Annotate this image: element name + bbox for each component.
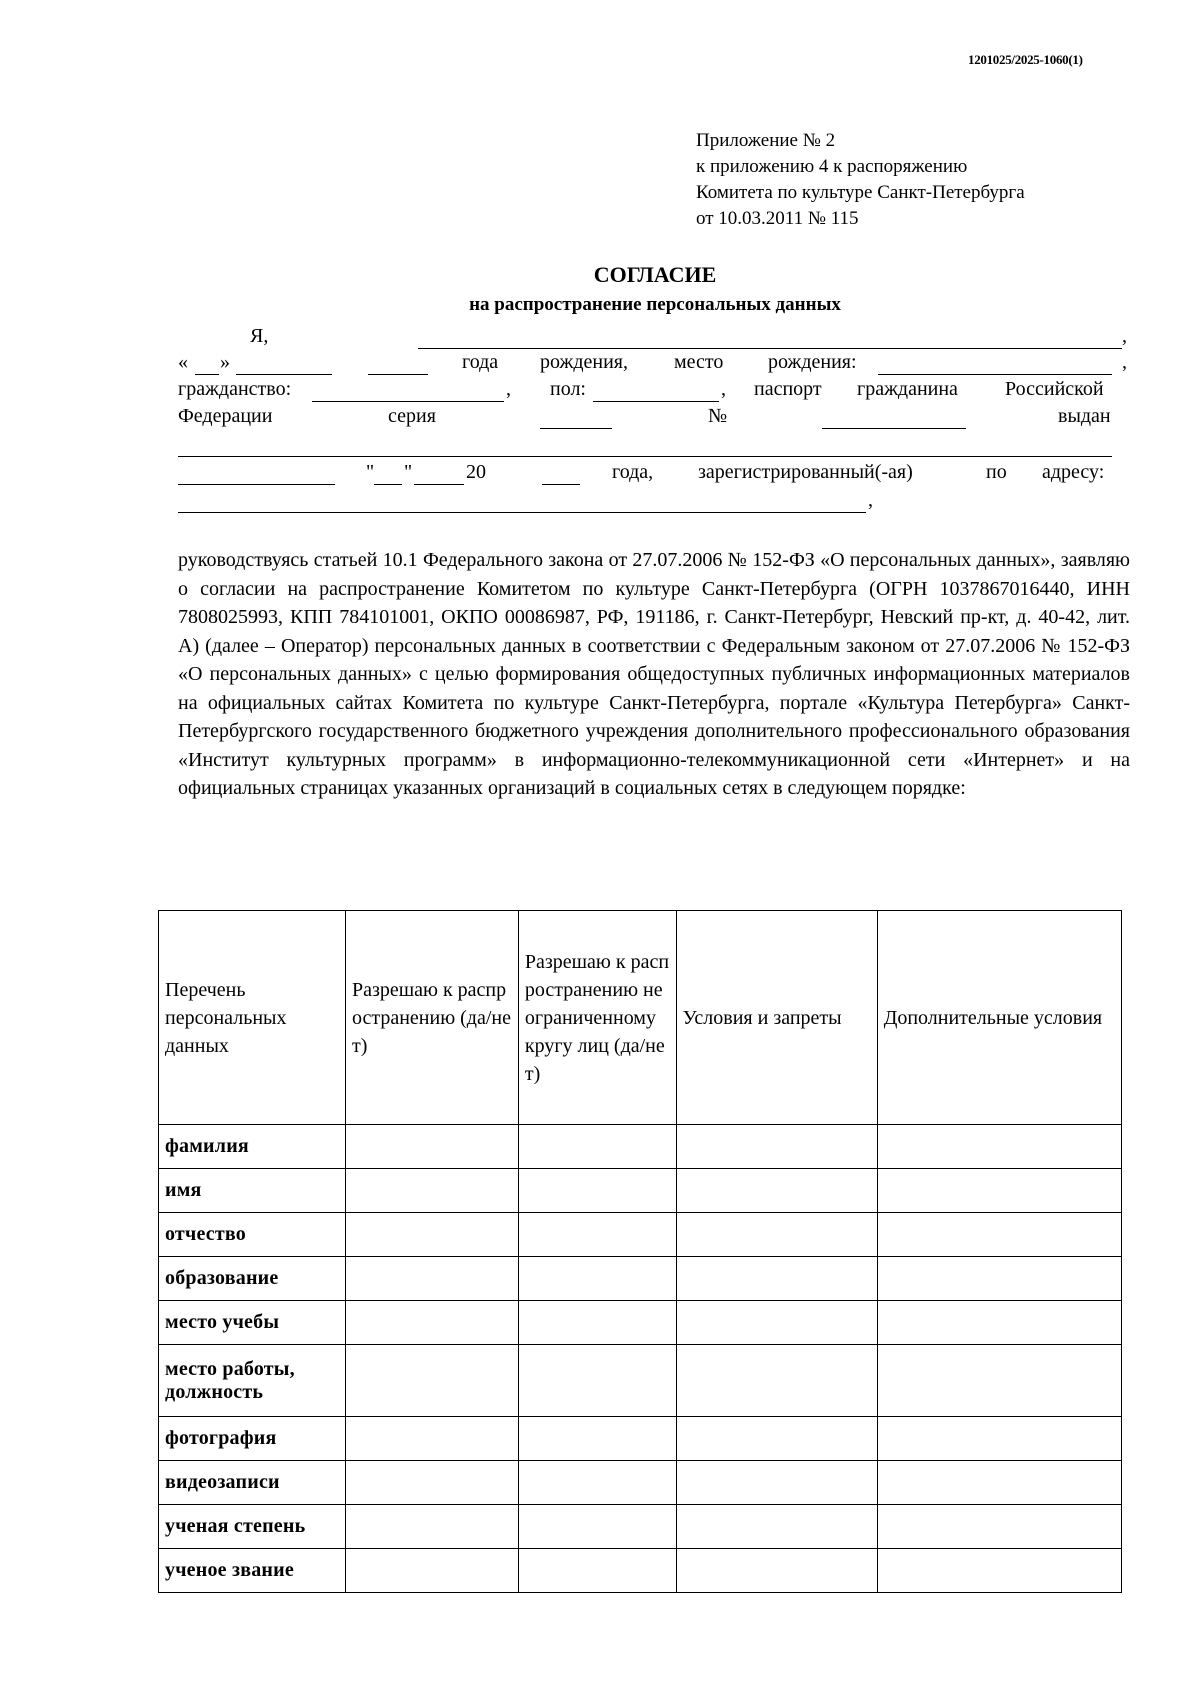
form-quote-open: ": [366, 461, 375, 483]
form-label-year: года: [462, 351, 499, 373]
appendix-line: Приложение № 2: [696, 130, 836, 151]
consent-paragraph: [178, 546, 1130, 803]
form-label-issued: выдан: [1058, 405, 1111, 427]
form-quote-open: «: [178, 351, 188, 373]
consent-text: руководствуясь статьей 10.1 Федерального закона от 27.07.2006 № 152-ФЗ «О персональных данных», заявляю о согласии на распространение Комитетом по культуре Санкт-Петербурга (ОГРН 1037867016440, ИНН 7808025993, КПП 784101001, ОКПО 00086987, РФ, 191186, г. Санкт-Петербург, Невский пр-кт, д. 40-42, лит. А) (далее – Оператор) персональных данных в соответствии с Федеральным законом от 27.07.2006 № 152-ФЗ «О персональных данных» с целью формирования общедоступных публичных информационных материалов на официальных сайтах Комитета по культуре Санкт-Петербурга, портале «Культура Петербурга» Санкт-Петербургского государственного бюджетного учреждения дополнительного профессионального образования «Институт культурных программ» в информационно-телекоммуникационной сети «Интернет» и на официальных страницах указанных организаций в социальных сетях в следующем порядке:: [178, 549, 1130, 799]
document-subtitle: на распространение персональных данных: [469, 294, 841, 315]
cell-input[interactable]: [877, 1417, 1121, 1461]
table-row: [159, 1505, 1122, 1549]
row-label: фамилия: [159, 1125, 346, 1169]
cell-input[interactable]: [877, 1301, 1121, 1345]
issue-month-field[interactable]: [414, 484, 464, 485]
form-label-place: место: [674, 351, 724, 373]
cell-input[interactable]: [877, 1461, 1121, 1505]
cell-input[interactable]: [345, 1345, 518, 1417]
form-label-twenty: 20: [466, 461, 486, 483]
form-comma: ,: [868, 489, 873, 511]
form-comma: ,: [506, 378, 511, 400]
cell-input[interactable]: [518, 1213, 676, 1257]
cell-input[interactable]: [676, 1417, 877, 1461]
form-quote-close: ": [404, 461, 413, 483]
cell-input[interactable]: [676, 1461, 877, 1505]
header-conditions: Условия и запреты: [676, 911, 877, 1125]
row-label: место учебы: [159, 1301, 346, 1345]
row-label: образование: [159, 1257, 346, 1301]
document-number: 1201025/2025-1060(1): [968, 52, 1083, 67]
document-title: СОГЛАСИЕ: [593, 262, 717, 287]
cell-input[interactable]: [877, 1257, 1121, 1301]
cell-input[interactable]: [345, 1461, 518, 1505]
cell-input[interactable]: [345, 1169, 518, 1213]
form-line-citizenship: [178, 375, 1130, 403]
cell-input[interactable]: [345, 1417, 518, 1461]
form-line-address: [178, 486, 1130, 514]
row-label: фотография: [159, 1417, 346, 1461]
appendix-line: от 10.03.2011 № 115: [696, 208, 859, 229]
issuer-code-field[interactable]: [178, 484, 335, 485]
cell-input[interactable]: [877, 1213, 1121, 1257]
form-line-issuer: [178, 430, 1130, 458]
table-row: [159, 1549, 1122, 1593]
form-label-sex: пол:: [550, 378, 586, 400]
row-label: имя: [159, 1169, 346, 1213]
cell-input[interactable]: [877, 1125, 1121, 1169]
cell-input[interactable]: [518, 1125, 676, 1169]
form-comma: ,: [1122, 325, 1127, 347]
row-label: место работы, должность: [159, 1345, 346, 1417]
form-label-number: №: [708, 405, 728, 427]
form-line-issue-date: [178, 458, 1130, 486]
table-row: [159, 1257, 1122, 1301]
form-comma: ,: [721, 378, 726, 400]
cell-input[interactable]: [676, 1505, 877, 1549]
passport-issuer-field[interactable]: [178, 456, 1112, 457]
appendix-line: Комитета по культуре Санкт-Петербурга: [696, 182, 1025, 203]
cell-input[interactable]: [877, 1169, 1121, 1213]
cell-input[interactable]: [877, 1505, 1121, 1549]
cell-input[interactable]: [518, 1417, 676, 1461]
cell-input[interactable]: [345, 1549, 518, 1593]
row-label: видеозаписи: [159, 1461, 346, 1505]
appendix-reference: [696, 128, 1025, 232]
cell-input[interactable]: [345, 1505, 518, 1549]
form-comma: ,: [1122, 351, 1127, 373]
cell-input[interactable]: [518, 1345, 676, 1417]
cell-input[interactable]: [676, 1169, 877, 1213]
cell-input[interactable]: [518, 1301, 676, 1345]
form-line-name: [178, 322, 1130, 350]
form-label-year: года,: [612, 461, 654, 483]
address-field[interactable]: [178, 512, 866, 513]
form-line-birth: [178, 348, 1130, 376]
table-row: [159, 1461, 1122, 1505]
row-label: ученое звание: [159, 1549, 346, 1593]
issue-year-field[interactable]: [542, 484, 580, 485]
cell-input[interactable]: [518, 1505, 676, 1549]
row-label: отчество: [159, 1213, 346, 1257]
cell-input[interactable]: [676, 1301, 877, 1345]
cell-input[interactable]: [676, 1125, 877, 1169]
header-allow-unlimited: Разрешаю к распространению неограниченному кругу лиц (да/нет): [518, 911, 676, 1125]
cell-input[interactable]: [676, 1345, 877, 1417]
form-label-passport: паспорт: [754, 378, 822, 400]
form-label-birth-place: рождения:: [768, 351, 857, 373]
form-label-citizen: гражданина: [857, 378, 958, 400]
passport-number-field[interactable]: [822, 428, 966, 429]
passport-series-field[interactable]: [540, 428, 612, 429]
cell-input[interactable]: [676, 1257, 877, 1301]
cell-input[interactable]: [518, 1257, 676, 1301]
form-label-registered: зарегистрированный(-ая): [698, 461, 913, 483]
form-label-federation: Федерации: [178, 405, 273, 427]
cell-input[interactable]: [518, 1549, 676, 1593]
cell-input[interactable]: [676, 1213, 877, 1257]
table-row: [159, 1125, 1122, 1169]
cell-input[interactable]: [345, 1257, 518, 1301]
form-label-at: по: [986, 461, 1007, 483]
header-data-list: Перечень персональных данных: [159, 911, 346, 1125]
table-row: [159, 1169, 1122, 1213]
row-label: ученая степень: [159, 1505, 346, 1549]
table-row: [159, 1417, 1122, 1461]
cell-input[interactable]: [518, 1169, 676, 1213]
cell-input[interactable]: [877, 1549, 1121, 1593]
form-label-address: адресу:: [1042, 461, 1105, 483]
cell-input[interactable]: [345, 1213, 518, 1257]
header-additional: Дополнительные условия: [877, 911, 1121, 1125]
form-line-passport: [178, 402, 1130, 430]
form-label-russian: Российской: [1005, 378, 1104, 400]
issue-day-field[interactable]: [374, 484, 402, 485]
cell-input[interactable]: [345, 1125, 518, 1169]
form-label-series: серия: [388, 405, 436, 427]
cell-input[interactable]: [345, 1301, 518, 1345]
cell-input[interactable]: [877, 1345, 1121, 1417]
header-allow-distribution: Разрешаю к распространению (да/нет): [345, 911, 518, 1125]
personal-data-table: [158, 910, 1122, 1593]
cell-input[interactable]: [676, 1549, 877, 1593]
table-row: [159, 1301, 1122, 1345]
cell-input[interactable]: [518, 1461, 676, 1505]
table-row: [159, 1213, 1122, 1257]
appendix-line: к приложению 4 к распоряжению: [696, 156, 968, 177]
form-label-citizenship: гражданство:: [178, 378, 292, 400]
form-quote-close: »: [220, 351, 230, 373]
form-label-ya: Я,: [250, 325, 269, 347]
form-label-birth: рождения,: [540, 351, 628, 373]
table-row: [159, 1345, 1122, 1417]
